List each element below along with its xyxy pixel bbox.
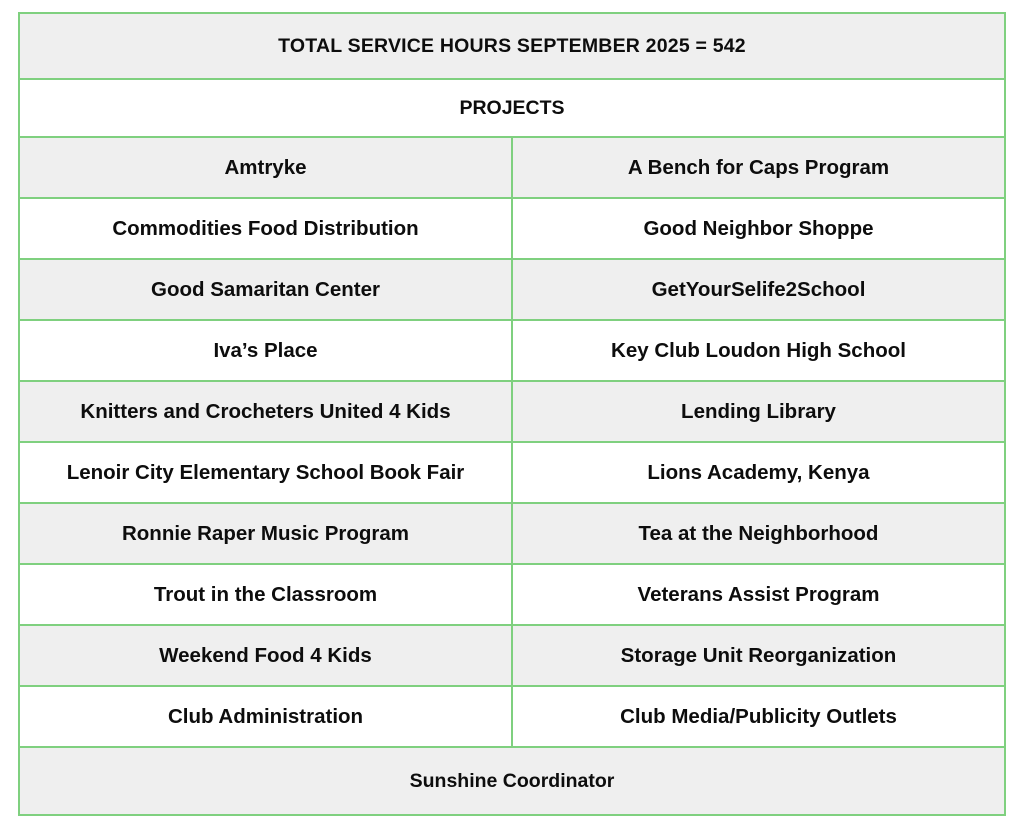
table-row <box>19 686 1005 747</box>
page-title: TOTAL SERVICE HOURS SEPTEMBER 2025 = 542 <box>19 13 1005 79</box>
project-name-left: Commodities Food Distribution <box>19 198 512 259</box>
footer-row <box>19 747 1005 815</box>
project-name-left: Lenoir City Elementary School Book Fair <box>19 442 512 503</box>
section-heading: PROJECTS <box>19 79 1005 137</box>
table-row <box>19 381 1005 442</box>
subtitle-row <box>19 79 1005 137</box>
project-name-right: Lending Library <box>512 381 1005 442</box>
project-name-right: Tea at the Neighborhood <box>512 503 1005 564</box>
project-name-right: Club Media/Publicity Outlets <box>512 686 1005 747</box>
project-name-left: Amtryke <box>19 137 512 198</box>
project-name-left: Weekend Food 4 Kids <box>19 625 512 686</box>
project-name-left: Knitters and Crocheters United 4 Kids <box>19 381 512 442</box>
projects-table <box>18 12 1006 816</box>
project-name-left: Ronnie Raper Music Program <box>19 503 512 564</box>
project-name-left: Iva’s Place <box>19 320 512 381</box>
project-name-right: Good Neighbor Shoppe <box>512 198 1005 259</box>
project-name-left: Trout in the Classroom <box>19 564 512 625</box>
project-name-left: Club Administration <box>19 686 512 747</box>
table-row <box>19 625 1005 686</box>
project-name-left: Good Samaritan Center <box>19 259 512 320</box>
table-body <box>19 13 1005 815</box>
table-row <box>19 198 1005 259</box>
table-row <box>19 564 1005 625</box>
table-row <box>19 137 1005 198</box>
table-row <box>19 442 1005 503</box>
project-name-right: Veterans Assist Program <box>512 564 1005 625</box>
title-row <box>19 13 1005 79</box>
project-name-right: GetYourSelife2School <box>512 259 1005 320</box>
table-row <box>19 320 1005 381</box>
project-name-right: Storage Unit Reorganization <box>512 625 1005 686</box>
table-row <box>19 503 1005 564</box>
project-name-right: Lions Academy, Kenya <box>512 442 1005 503</box>
table-row <box>19 259 1005 320</box>
footer-label: Sunshine Coordinator <box>19 747 1005 815</box>
project-name-right: Key Club Loudon High School <box>512 320 1005 381</box>
project-name-right: A Bench for Caps Program <box>512 137 1005 198</box>
